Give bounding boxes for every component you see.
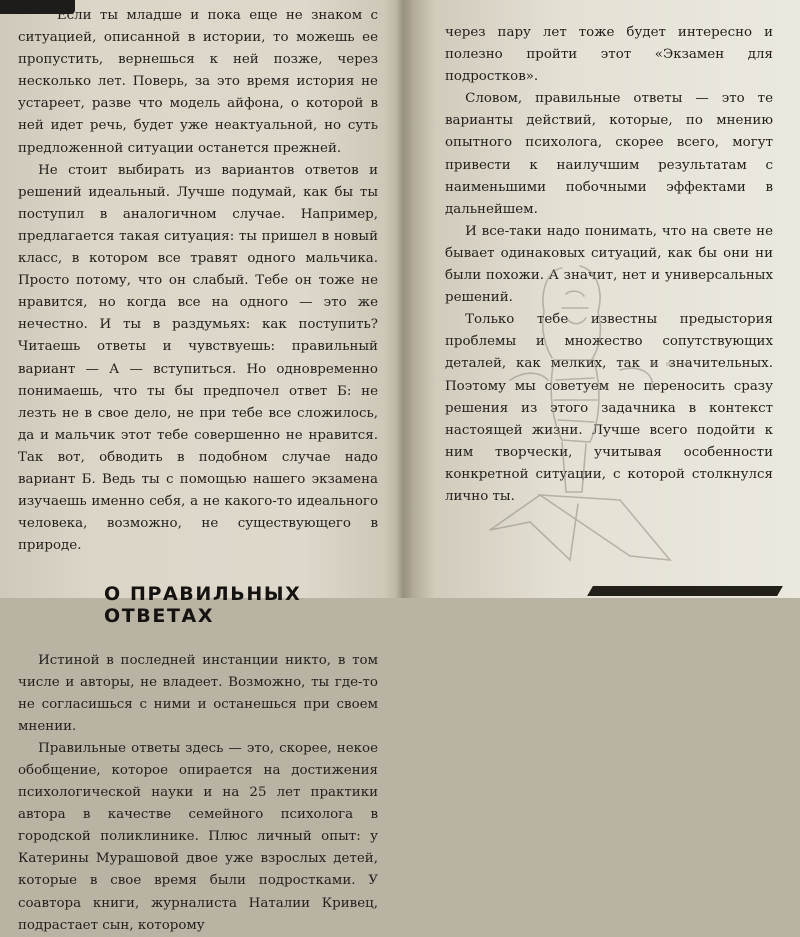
paragraph: И все-таки надо понимать, что на свете не бывает одинаковых ситуаций, как бы они ни были похожи. А значит, нет и универсальных решений.: [445, 223, 773, 306]
right-page: [405, 0, 800, 598]
section-heading: О ПРАВИЛЬНЫХ ОТВЕТАХ: [104, 583, 302, 628]
paragraph: Если ты младше и пока еще не знаком с ситуацией, описанной в истории, то можешь ее пропустить, вернешься к ней позже, через несколько лет. Поверь, за это время история не устареет, разве что модель айфона, о которой в ней идет речь, будет уже неактуальной, но суть предложенной ситуации останется прежней.: [18, 8, 378, 156]
paragraph: Словом, правильные ответы — это те варианты действий, которые, по мнению опытного психолога, скорее всего, могут привести к наилучшим результатам с наименьшими побочными эффектами в дальнейшем.: [445, 91, 773, 217]
paragraph: Истиной в последней инстанции никто, в том числе и авторы, не владеет. Возможно, ты где-то не согласишься с ними и останешься при своем мнении.: [18, 652, 378, 734]
paragraph: Не стоит выбирать из вариантов ответов и решений идеальный. Лучше подумай, как бы ты поступил в аналогичном случае. Например, предлагается такая ситуация: ты пришел в новый класс, в котором все травят одного мальчика. Просто потому, что он слабый. Тебе он тоже не нравится, но когда все на одного — это же нечестно. И ты в раздумьях: как поступить? Читаешь ответы и чувствуешь: правильный вариант — А — вступиться. Но одновременно понимаешь, что ты бы предпочел ответ Б: не лезть не в свое дело, не при тебе все сложилось, да и мальчик этот тебе совершенно не нравится. Так вот, обводить в подобном случае надо вариант Б. Ведь ты с помощью нашего экзамена изучаешь именно себя, а не какого-то идеального человека, возможно, не существующего в природе.: [18, 162, 378, 554]
bleed-through-illustration: [470, 260, 730, 590]
left-text-column: [18, 5, 378, 937]
paragraph: Только тебе известны предыстория проблемы и множество сопутствующих деталей, как мелких, так и значительных. Поэтому мы советуем не переносить сразу решения из этого задачника в контекст настоящей жизни. Лучше всего подойти к ним творчески, учитывая особенности конкретной ситуации, с которой столкнулся лично ты.: [445, 312, 773, 504]
page-edge-mark: [587, 586, 783, 596]
paragraph: Правильные ответы здесь — это, скорее, некое обобщение, которое опирается на достижения психологической науки и на 25 лет практики автора в качестве семейного психолога в городской поликлинике. Плюс личный опыт: у Катерины Мурашовой двое уже взрослых детей, которые в свое время были подростками. У соавтора книги, журналиста Наталии Кривец, подрастает сын, которому: [18, 740, 378, 933]
paragraph: через пару лет тоже будет интересно и полезно пройти этот «Экзамен для подростков».: [445, 25, 773, 85]
